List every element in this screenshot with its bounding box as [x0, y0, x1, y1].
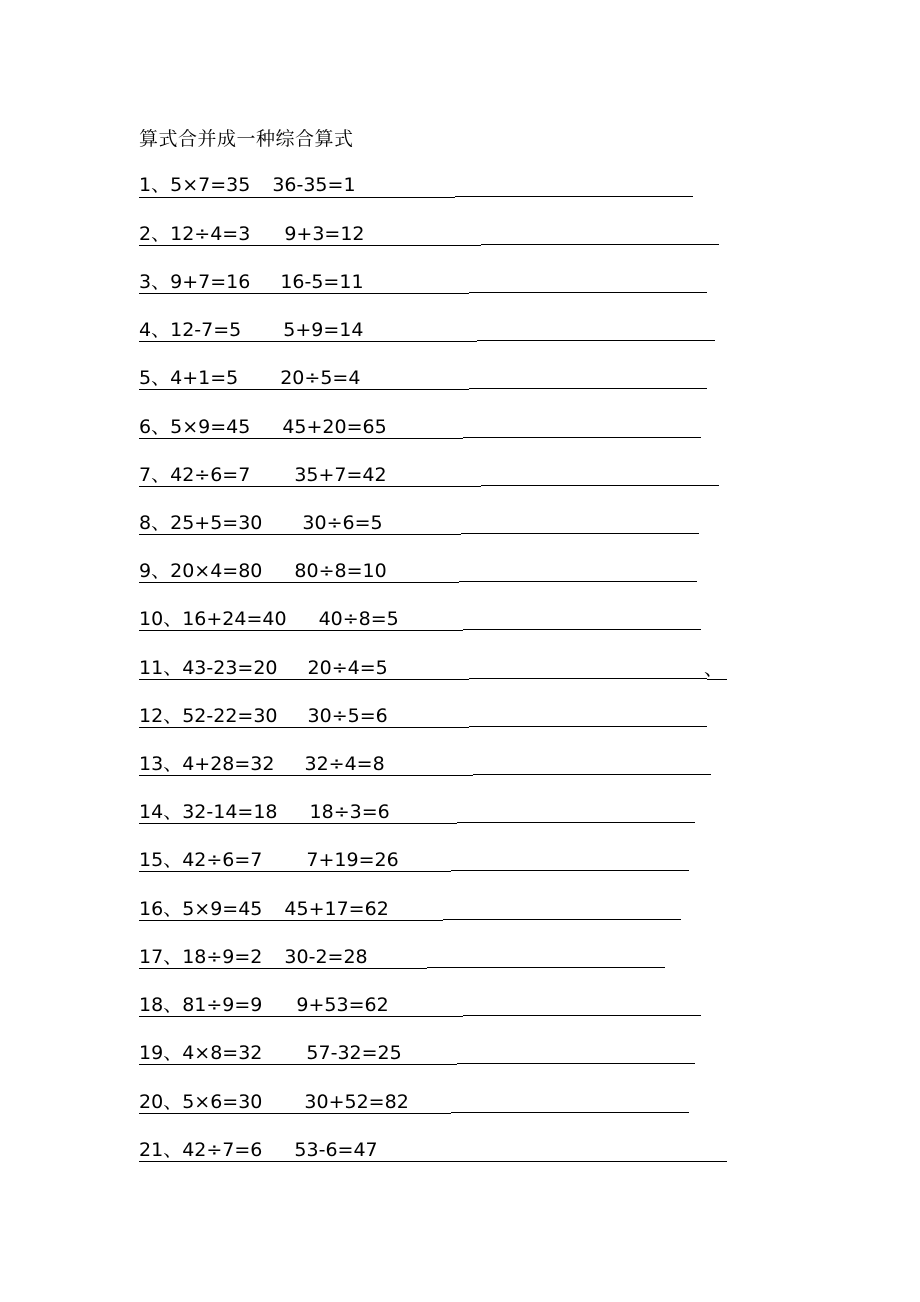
problem-number: 11	[139, 657, 164, 679]
problem-number: 21	[139, 1139, 164, 1161]
problem-number: 12	[139, 705, 164, 727]
answer-blank-line[interactable]	[463, 437, 701, 438]
problem-separator: 、	[163, 849, 183, 871]
problem-number: 18	[139, 994, 164, 1016]
answer-blank-line[interactable]	[469, 726, 707, 727]
answer-blank-line[interactable]	[461, 533, 699, 534]
problem-row-6	[139, 414, 387, 440]
problem-number: 8	[139, 512, 152, 534]
answer-blank-line[interactable]	[469, 292, 707, 293]
equation-second: 30+52=82	[304, 1091, 409, 1113]
problem-row-18	[139, 992, 389, 1018]
problem-number: 20	[139, 1091, 164, 1113]
problem-row-7	[139, 462, 387, 488]
problem-row-17	[139, 944, 368, 970]
equation-first: 5×9=45	[182, 898, 263, 920]
answer-blank-line[interactable]	[481, 485, 719, 486]
equation-second: 7+19=26	[306, 849, 399, 871]
problem-number: 6	[139, 416, 152, 438]
equation-first: 25+5=30	[170, 512, 263, 534]
text-underline	[139, 486, 481, 487]
stray-mark: 、	[704, 658, 724, 680]
problem-separator: 、	[151, 271, 171, 293]
equation-second: 9+53=62	[296, 994, 389, 1016]
text-underline	[139, 871, 451, 872]
equation-second: 45+20=65	[282, 416, 387, 438]
equation-second: 80÷8=10	[294, 560, 387, 582]
text-underline	[139, 293, 469, 294]
equation-first: 81÷9=9	[182, 994, 263, 1016]
problem-number: 10	[139, 608, 164, 630]
equation-first: 32-14=18	[182, 801, 278, 823]
problem-row-15	[139, 847, 399, 873]
text-underline	[139, 582, 459, 583]
equation-second: 18÷3=6	[309, 801, 390, 823]
text-underline	[139, 1064, 457, 1065]
problem-number: 9	[139, 560, 152, 582]
equation-second: 32÷4=8	[304, 753, 385, 775]
equation-first: 42÷6=7	[170, 464, 251, 486]
text-underline	[139, 197, 455, 198]
problem-number: 3	[139, 271, 152, 293]
problem-separator: 、	[151, 512, 171, 534]
equation-first: 5×6=30	[182, 1091, 263, 1113]
text-underline	[139, 823, 457, 824]
problem-separator: 、	[163, 1139, 183, 1161]
equation-second: 45+17=62	[284, 898, 389, 920]
equation-second: 35+7=42	[294, 464, 387, 486]
problem-separator: 、	[151, 319, 171, 341]
equation-second: 20÷5=4	[280, 367, 361, 389]
equation-second: 20÷4=5	[307, 657, 388, 679]
equation-first: 12÷4=3	[170, 223, 251, 245]
equation-first: 12-7=5	[170, 319, 242, 341]
equation-first: 5×9=45	[170, 416, 251, 438]
text-underline	[139, 968, 427, 969]
problem-separator: 、	[163, 801, 183, 823]
problem-row-16	[139, 896, 389, 922]
problem-row-5	[139, 365, 360, 391]
problem-separator: 、	[151, 223, 171, 245]
text-underline	[139, 1016, 463, 1017]
text-underline	[139, 534, 461, 535]
answer-blank-line[interactable]	[459, 581, 697, 582]
equation-first: 43-23=20	[182, 657, 278, 679]
problem-separator: 、	[163, 657, 183, 679]
problem-number: 4	[139, 319, 152, 341]
equation-first: 4+1=5	[170, 367, 239, 389]
text-underline	[139, 245, 481, 246]
answer-blank-line[interactable]	[443, 919, 681, 920]
problem-row-14	[139, 799, 390, 825]
equation-first: 16+24=40	[182, 608, 287, 630]
problem-row-12	[139, 703, 388, 729]
text-underline	[139, 679, 469, 680]
problem-row-11	[139, 655, 388, 681]
text-underline	[139, 1161, 727, 1162]
text-underline	[139, 341, 477, 342]
problem-row-3	[139, 269, 364, 295]
answer-blank-line[interactable]	[463, 629, 701, 630]
problem-number: 2	[139, 223, 152, 245]
equation-first: 42÷7=6	[182, 1139, 263, 1161]
problem-number: 15	[139, 849, 164, 871]
problem-row-9	[139, 558, 387, 584]
problem-separator: 、	[163, 705, 183, 727]
equation-second: 16-5=11	[280, 271, 364, 293]
problem-separator: 、	[163, 994, 183, 1016]
text-underline	[139, 775, 473, 776]
equation-first: 9+7=16	[170, 271, 251, 293]
problem-row-10	[139, 606, 399, 632]
equation-first: 4×8=32	[182, 1042, 263, 1064]
problem-separator: 、	[151, 416, 171, 438]
equation-second: 30-2=28	[284, 946, 368, 968]
problem-number: 16	[139, 898, 164, 920]
problem-row-2	[139, 221, 365, 247]
answer-blank-line[interactable]	[455, 196, 693, 197]
equation-second: 57-32=25	[306, 1042, 402, 1064]
answer-blank-line[interactable]	[451, 870, 689, 871]
answer-blank-line[interactable]	[457, 1063, 695, 1064]
problem-row-21	[139, 1137, 378, 1163]
problem-number: 7	[139, 464, 152, 486]
equation-first: 4+28=32	[182, 753, 275, 775]
answer-blank-line[interactable]	[473, 774, 711, 775]
problem-row-4	[139, 317, 363, 343]
answer-blank-line[interactable]	[457, 822, 695, 823]
answer-blank-line[interactable]	[469, 388, 707, 389]
problem-separator: 、	[163, 1091, 183, 1113]
answer-blank-line[interactable]	[481, 244, 719, 245]
problem-row-13	[139, 751, 385, 777]
answer-blank-line[interactable]	[463, 1015, 701, 1016]
problem-separator: 、	[163, 1042, 183, 1064]
equation-first: 52-22=30	[182, 705, 278, 727]
problem-number: 14	[139, 801, 164, 823]
answer-blank-line[interactable]	[477, 340, 715, 341]
equation-second: 36-35=1	[272, 174, 356, 196]
text-underline	[139, 1113, 451, 1114]
equation-first: 42÷6=7	[182, 849, 263, 871]
answer-blank-line[interactable]	[427, 967, 665, 968]
problem-separator: 、	[163, 753, 183, 775]
problem-separator: 、	[151, 174, 171, 196]
text-underline	[139, 920, 443, 921]
equation-first: 18÷9=2	[182, 946, 263, 968]
answer-blank-line[interactable]	[469, 678, 707, 679]
problem-number: 5	[139, 367, 152, 389]
equation-second: 40÷8=5	[318, 608, 399, 630]
problem-row-19	[139, 1040, 402, 1066]
text-underline	[139, 630, 463, 631]
problem-row-20	[139, 1089, 409, 1115]
equation-second: 30÷6=5	[302, 512, 383, 534]
equation-second: 30÷5=6	[307, 705, 388, 727]
equation-second: 9+3=12	[284, 223, 365, 245]
problem-row-8	[139, 510, 383, 536]
text-underline	[139, 389, 469, 390]
problem-number: 1	[139, 174, 152, 196]
equation-second: 53-6=47	[294, 1139, 378, 1161]
problem-number: 17	[139, 946, 164, 968]
worksheet-title: 算式合并成一种综合算式	[139, 128, 354, 150]
problem-row-1	[139, 172, 356, 198]
problem-separator: 、	[151, 367, 171, 389]
answer-blank-line[interactable]	[451, 1112, 689, 1113]
problem-separator: 、	[151, 560, 171, 582]
problem-separator: 、	[163, 946, 183, 968]
equation-first: 20×4=80	[170, 560, 263, 582]
problem-separator: 、	[163, 898, 183, 920]
problem-number: 13	[139, 753, 164, 775]
text-underline	[139, 438, 463, 439]
problem-separator: 、	[151, 464, 171, 486]
problem-separator: 、	[163, 608, 183, 630]
text-underline	[139, 727, 469, 728]
equation-first: 5×7=35	[170, 174, 251, 196]
equation-second: 5+9=14	[283, 319, 364, 341]
problem-number: 19	[139, 1042, 164, 1064]
